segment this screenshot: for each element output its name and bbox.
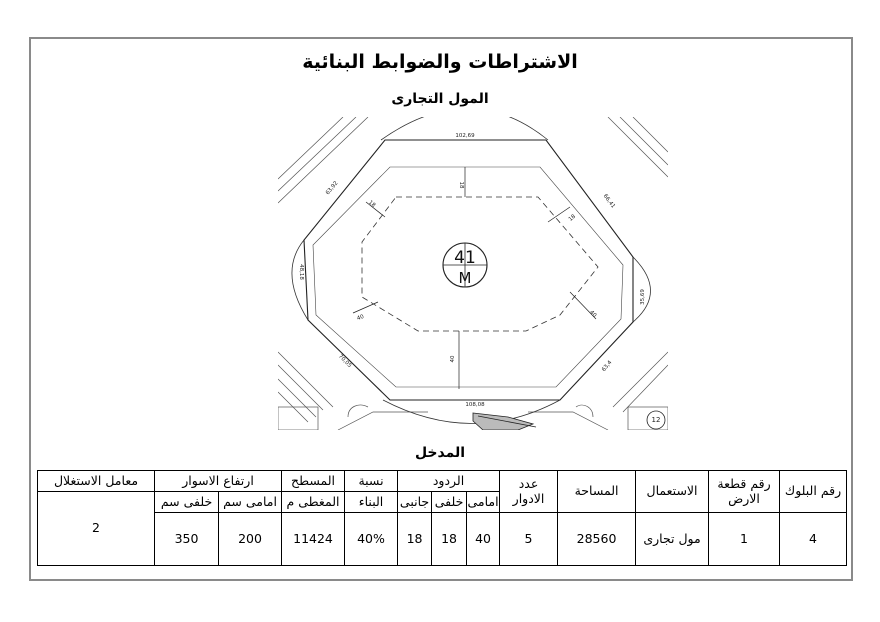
value-coverage: 40% bbox=[345, 513, 398, 566]
value-use: مول تجارى bbox=[636, 513, 709, 566]
value-fence-front: 200 bbox=[219, 513, 282, 566]
header-setback-side: جانبى bbox=[398, 492, 432, 513]
value-utilization: 2 bbox=[38, 492, 155, 566]
header-covered-area: المسطح bbox=[282, 471, 345, 492]
setback-right: 40 bbox=[588, 309, 598, 319]
value-block-no: 4 bbox=[780, 513, 847, 566]
setback-arrows bbox=[353, 167, 596, 389]
header-area: المساحة bbox=[558, 471, 636, 513]
header-setback-back: خلفى bbox=[432, 492, 467, 513]
dim-bottom: 108,08 bbox=[465, 402, 485, 408]
setback-top-left: 18 bbox=[367, 199, 377, 209]
header-covered-area-2: المغطى م bbox=[282, 492, 345, 513]
header-utilization: معامل الاستغلال bbox=[38, 471, 155, 492]
header-setbacks: الردود bbox=[398, 471, 500, 492]
setback-bottom: 40 bbox=[450, 355, 456, 363]
site-plan bbox=[278, 117, 668, 430]
value-setback-back: 18 bbox=[432, 513, 467, 566]
value-covered-area: 11424 bbox=[282, 513, 345, 566]
value-setback-side: 18 bbox=[398, 513, 432, 566]
dim-right: 35,69 bbox=[640, 289, 646, 305]
setback-left: 40 bbox=[356, 313, 365, 323]
document-title: الاشتراطات والضوابط البنائية bbox=[302, 51, 578, 73]
header-coverage-2: البناء bbox=[345, 492, 398, 513]
header-plot-no: رقم قطعة الارض bbox=[709, 471, 780, 513]
document-subtitle: المول التجارى bbox=[391, 91, 489, 107]
value-fence-back: 350 bbox=[155, 513, 219, 566]
header-coverage: نسبة bbox=[345, 471, 398, 492]
dim-top: 102,69 bbox=[455, 133, 475, 139]
entrance-label: المدخل bbox=[414, 445, 466, 461]
building-footprint bbox=[362, 197, 598, 331]
value-area: 28560 bbox=[558, 513, 636, 566]
header-setback-front: امامى bbox=[467, 492, 500, 513]
dim-top-left: 63,92 bbox=[324, 180, 340, 197]
header-fence-back: خلفى سم bbox=[155, 492, 219, 513]
dim-top-right: 66,41 bbox=[601, 193, 616, 210]
header-floors: عدد الادوار bbox=[500, 471, 558, 513]
header-fence-height: ارتفاع الاسوار bbox=[155, 471, 282, 492]
specifications-table bbox=[37, 470, 847, 566]
dim-bottom-left: 70,05 bbox=[337, 353, 353, 369]
header-block-no: رقم البلوك bbox=[780, 471, 847, 513]
setback-top: 18 bbox=[458, 181, 464, 189]
header-use: الاستعمال bbox=[636, 471, 709, 513]
value-plot-no: 1 bbox=[709, 513, 780, 566]
surrounding-roads bbox=[278, 117, 668, 430]
plot-code-number: 41 bbox=[454, 248, 476, 268]
plot-code-letter: M bbox=[458, 269, 472, 287]
dim-bottom-right: 63,4 bbox=[600, 359, 614, 373]
value-floors: 5 bbox=[500, 513, 558, 566]
header-fence-front: امامى سم bbox=[219, 492, 282, 513]
dim-left: 48,18 bbox=[298, 264, 304, 280]
setback-top-right: 18 bbox=[567, 213, 577, 223]
value-setback-front: 40 bbox=[467, 513, 500, 566]
corner-label: 12 bbox=[651, 416, 661, 424]
